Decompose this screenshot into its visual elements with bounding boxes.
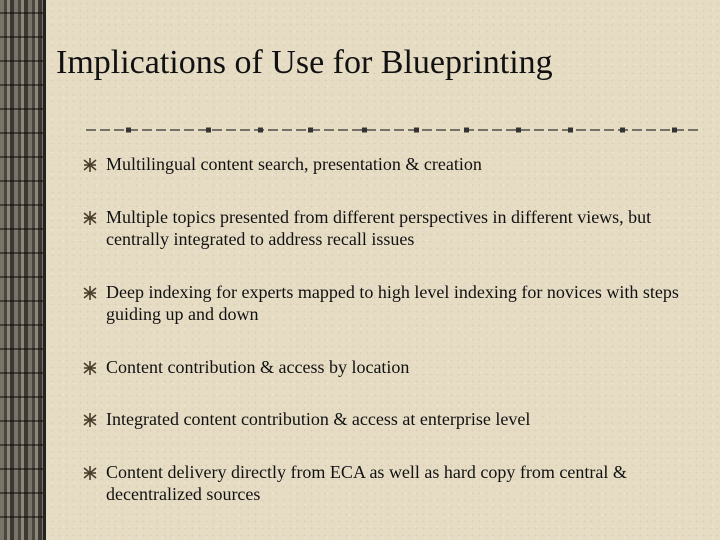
asterisk-bullet-icon xyxy=(82,157,98,173)
bullet-text: Content delivery directly from ECA as well as hard copy from central & decentralized sources xyxy=(106,462,627,504)
bullet-text: Deep indexing for experts mapped to high level indexing for novices with steps guiding up and down xyxy=(106,282,679,324)
bullet-item xyxy=(82,281,682,325)
asterisk-bullet-icon xyxy=(82,360,98,376)
bullet-text: Content contribution & access by location xyxy=(106,357,410,377)
bullet-text: Multiple topics presented from different perspectives in different views, but centrally integrated to address recall issues xyxy=(106,207,652,249)
asterisk-bullet-icon xyxy=(82,412,98,428)
bullet-item xyxy=(82,206,682,250)
bullet-text: Integrated content contribution & access at enterprise level xyxy=(106,409,531,429)
bullet-item xyxy=(82,356,682,378)
asterisk-bullet-icon xyxy=(82,465,98,481)
title-divider-rule xyxy=(86,125,698,135)
asterisk-bullet-icon xyxy=(82,210,98,226)
bullet-item xyxy=(82,408,682,430)
asterisk-bullet-icon xyxy=(82,285,98,301)
bullet-item xyxy=(82,153,682,175)
decorative-left-border xyxy=(0,0,46,540)
bullet-item xyxy=(82,461,682,505)
slide-title: Implications of Use for Blueprinting xyxy=(56,44,553,81)
bullet-text: Multilingual content search, presentation & creation xyxy=(106,154,482,174)
